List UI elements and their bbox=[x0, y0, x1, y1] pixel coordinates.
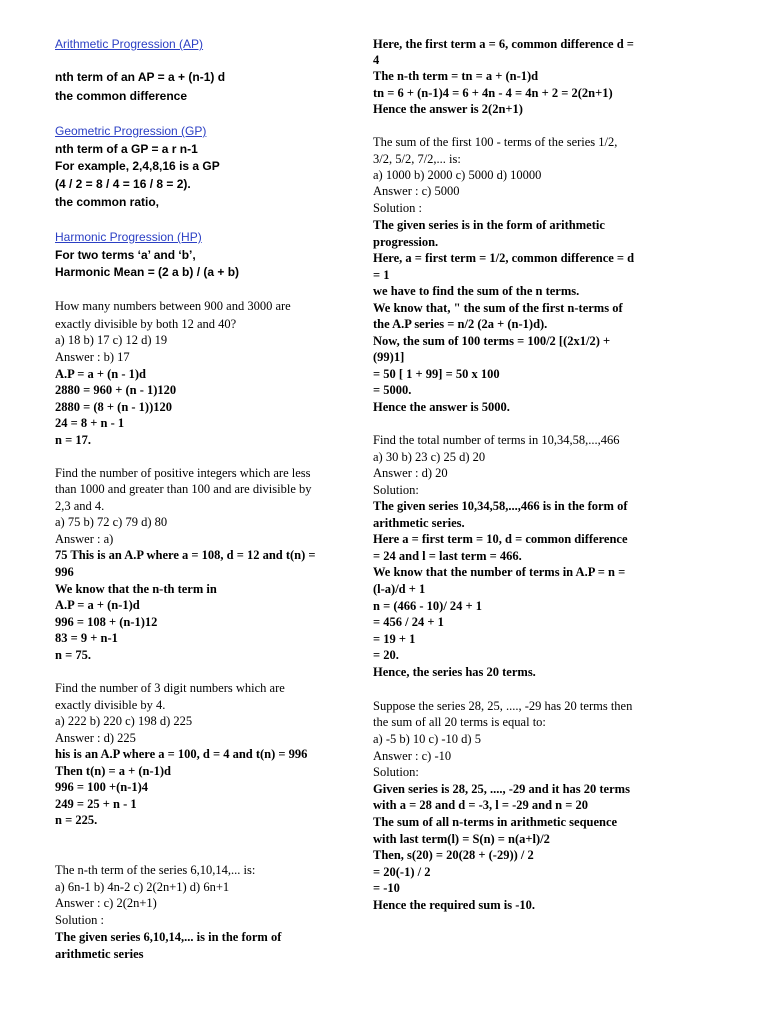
text-line: Find the total number of terms in 10,34,58,...,466 bbox=[373, 433, 620, 447]
text-line: Then t(n) = a + (n-1)d bbox=[55, 764, 171, 778]
text-line: (l-a)/d + 1 bbox=[373, 582, 426, 596]
text-line: a) 6n-1 b) 4n-2 c) 2(2n+1) d) 6n+1 bbox=[55, 880, 230, 894]
text-line: Answer : d) 20 bbox=[373, 466, 448, 480]
text-line: a) 30 b) 23 c) 25 d) 20 bbox=[373, 450, 486, 464]
text-line: = 50 [ 1 + 99] = 50 x 100 bbox=[373, 367, 500, 381]
text-line: = 20(-1) / 2 bbox=[373, 865, 431, 879]
text-line: 75 This is an A.P where a = 108, d = 12 and t(n) = bbox=[55, 548, 316, 562]
text-line: a) 75 b) 72 c) 79 d) 80 bbox=[55, 515, 168, 529]
text-line: Answer : c) 2(2n+1) bbox=[55, 896, 157, 910]
text-line: The given series is in the form of arithmetic bbox=[373, 218, 605, 232]
text-line: 4 bbox=[373, 53, 380, 67]
text-line: = 24 and l = last term = 466. bbox=[373, 549, 522, 563]
text-line: we have to find the sum of the n terms. bbox=[373, 284, 580, 298]
text-line: (99)1] bbox=[373, 350, 405, 364]
text-line: 2880 = 960 + (n - 1)120 bbox=[55, 383, 177, 397]
text-line: The n-th term of the series 6,10,14,... is: bbox=[55, 863, 256, 877]
text-line: Solution : bbox=[55, 913, 104, 927]
text-line: Here, the first term a = 6, common difference d = bbox=[373, 37, 634, 51]
text-line: n = 17. bbox=[55, 433, 91, 447]
text-line: We know that the number of terms in A.P = n = bbox=[373, 565, 626, 579]
text-line: Answer : d) 225 bbox=[55, 731, 136, 745]
text-line: n = (466 - 10)/ 24 + 1 bbox=[373, 599, 483, 613]
text-line: A.P = a + (n - 1)d bbox=[55, 367, 146, 381]
text-line: nth term of an AP = a + (n-1) d bbox=[55, 70, 226, 84]
text-line: Hence the answer is 2(2n+1) bbox=[373, 102, 523, 116]
text-line: with last term(l) = S(n) = n(a+l)/2 bbox=[373, 832, 550, 846]
text-line: The given series 6,10,14,... is in the form of bbox=[55, 930, 282, 944]
text-line: the sum of all 20 terms is equal to: bbox=[373, 715, 546, 729]
text-line: How many numbers between 900 and 3000 are bbox=[55, 299, 291, 313]
text-line: 249 = 25 + n - 1 bbox=[55, 797, 137, 811]
text-line: Hence, the series has 20 terms. bbox=[373, 665, 536, 679]
text-line: The given series 10,34,58,...,466 is in the form of bbox=[373, 499, 628, 513]
text-line: Answer : a) bbox=[55, 532, 114, 546]
text-line: arithmetic series. bbox=[373, 516, 465, 530]
text-line: Given series is 28, 25, ...., -29 and it has 20 terms bbox=[373, 782, 630, 796]
text-line: the common ratio, bbox=[55, 195, 160, 209]
text-line: Solution: bbox=[373, 765, 419, 779]
text-line: Harmonic Mean = (2 a b) / (a + b) bbox=[55, 265, 240, 279]
text-line: Suppose the series 28, 25, ...., -29 has 20 terms then bbox=[373, 699, 633, 713]
text-line: The sum of all n-terms in arithmetic sequence bbox=[373, 815, 618, 829]
text-line: exactly divisible by both 12 and 40? bbox=[55, 317, 237, 331]
text-line: tn = 6 + (n-1)4 = 6 + 4n - 4 = 4n + 2 = 2(2n+1) bbox=[373, 86, 613, 100]
text-line: = -10 bbox=[373, 881, 400, 895]
text-line: Now, the sum of 100 terms = 100/2 [(2x1/2) + bbox=[373, 334, 611, 348]
text-line: Then, s(20) = 20(28 + (-29)) / 2 bbox=[373, 848, 534, 862]
text-line: We know that, " the sum of the first n-terms of bbox=[373, 301, 623, 315]
text-line: the common difference bbox=[55, 89, 188, 103]
section-heading: Harmonic Progression (HP) bbox=[55, 230, 202, 244]
text-line: 996 bbox=[55, 565, 74, 579]
section-heading: Arithmetic Progression (AP) bbox=[55, 37, 204, 51]
text-line: = 1 bbox=[373, 268, 390, 282]
text-line: n = 75. bbox=[55, 648, 91, 662]
text-line: Answer : c) -10 bbox=[373, 749, 452, 763]
text-line: exactly divisible by 4. bbox=[55, 698, 166, 712]
text-line: with a = 28 and d = -3, l = -29 and n = 20 bbox=[373, 798, 588, 812]
text-line: the A.P series = n/2 (2a + (n-1)d). bbox=[373, 317, 548, 331]
text-line: The sum of the first 100 - terms of the series 1/2, bbox=[373, 135, 618, 149]
text-line: Here, a = first term = 1/2, common difference = d bbox=[373, 251, 635, 265]
text-line: Answer : b) 17 bbox=[55, 350, 130, 364]
text-line: Solution: bbox=[373, 483, 419, 497]
text-line: 2880 = (8 + (n - 1))120 bbox=[55, 400, 173, 414]
text-line: For example, 2,4,8,16 is a GP bbox=[55, 159, 220, 173]
text-line: = 20. bbox=[373, 648, 399, 662]
text-line: We know that the n-th term in bbox=[55, 582, 217, 596]
text-line: (4 / 2 = 8 / 4 = 16 / 8 = 2). bbox=[55, 177, 191, 191]
text-line: a) 1000 b) 2000 c) 5000 d) 10000 bbox=[373, 168, 542, 182]
text-line: a) 18 b) 17 c) 12 d) 19 bbox=[55, 333, 168, 347]
text-line: Hence the required sum is -10. bbox=[373, 898, 536, 912]
text-line: a) -5 b) 10 c) -10 d) 5 bbox=[373, 732, 481, 746]
text-line: his is an A.P where a = 100, d = 4 and t(n) = 996 bbox=[55, 747, 308, 761]
text-line: 24 = 8 + n - 1 bbox=[55, 416, 125, 430]
text-line: Here a = first term = 10, d = common difference bbox=[373, 532, 628, 546]
text-line: than 1000 and greater than 100 and are divisible by bbox=[55, 482, 312, 496]
text-line: 996 = 108 + (n-1)12 bbox=[55, 615, 158, 629]
text-line: nth term of a GP = a r n-1 bbox=[55, 142, 198, 156]
text-line: progression. bbox=[373, 235, 439, 249]
text-line: Find the number of positive integers which are less bbox=[55, 466, 311, 480]
text-line: 3/2, 5/2, 7/2,... is: bbox=[373, 152, 461, 166]
text-line: n = 225. bbox=[55, 813, 98, 827]
text-line: A.P = a + (n-1)d bbox=[55, 598, 140, 612]
text-line: 2,3 and 4. bbox=[55, 499, 105, 513]
text-line: 83 = 9 + n-1 bbox=[55, 631, 118, 645]
text-line: The n-th term = tn = a + (n-1)d bbox=[373, 69, 539, 83]
text-line: Find the number of 3 digit numbers which are bbox=[55, 681, 285, 695]
section-heading: Geometric Progression (GP) bbox=[55, 124, 207, 138]
text-line: arithmetic series bbox=[55, 947, 144, 961]
text-line: Answer : c) 5000 bbox=[373, 184, 460, 198]
text-line: Hence the answer is 5000. bbox=[373, 400, 510, 414]
text-line: a) 222 b) 220 c) 198 d) 225 bbox=[55, 714, 193, 728]
text-line: 996 = 100 +(n-1)4 bbox=[55, 780, 149, 794]
text-line: = 456 / 24 + 1 bbox=[373, 615, 444, 629]
text-line: For two terms ‘a’ and ‘b’, bbox=[55, 248, 196, 262]
text-line: = 5000. bbox=[373, 383, 412, 397]
text-line: = 19 + 1 bbox=[373, 632, 416, 646]
text-line: Solution : bbox=[373, 201, 422, 215]
